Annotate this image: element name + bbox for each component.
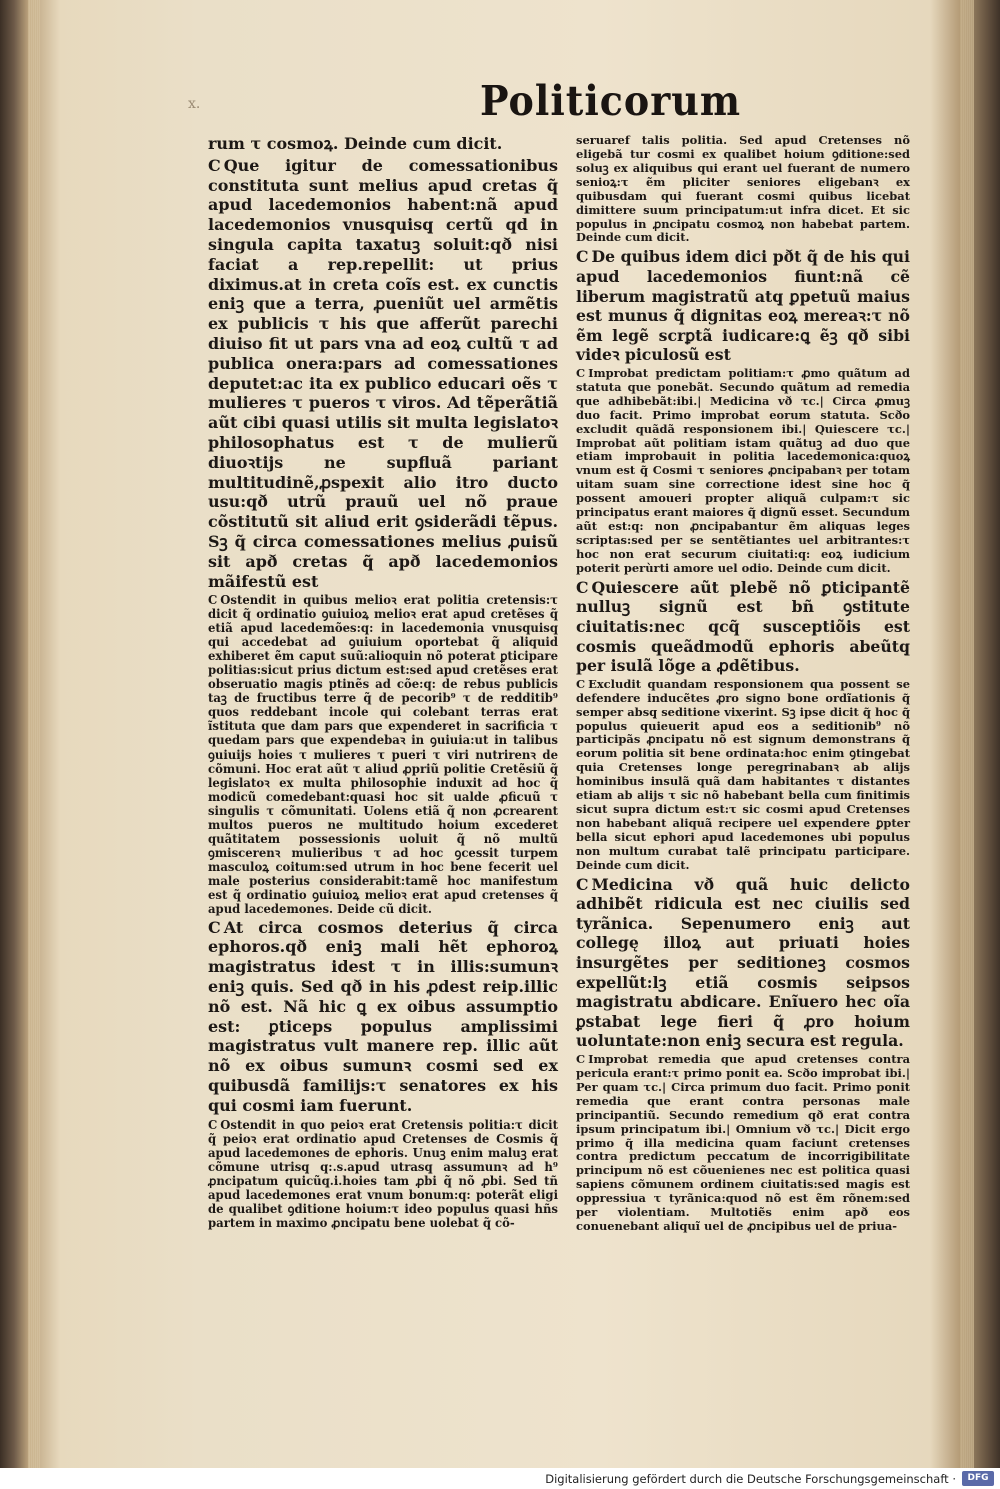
paragraph-text: Ostendit in quibus melioꝛ erat politia cretensis:τ dicit q̃ ordinatio ꝯuiuioꝝ melioꝛ erat apud cretẽses q̃ etiã apud lacedemões:q: in lacedemonia vnusquisq̧ qui accedebat ad ꝯuiuium oportebat q̃ aliquid exhiberet ẽm caput suũ:alioquin nõ poterat ꝑticipare politias:sicut prius dictum est:sed apud cretẽses erat obseruatio magis ptinẽs ad cõe:q: de rebus publicis taꝫ de fructibus terre q̃ de pecorib⁹ τ de redditib⁹ quos reddebant incole qui colebant terras erat ĩstituta que dam pars que expenderet in sacrificia τ quedam pars que expendebaꝛ in ꝯuiuia:ut in talibus ꝯuiuijs hoies τ mulieres τ pueri τ viri nutrirenꝛ de cõmuni. Hoc erat aũt τ aliud ꝓpriũ politie Cretẽsiũ q̃ legislatoꝛ ex multa philosophie induxit ad hoc q̃ modicũ comedebant:quasi hoc sit ualde ꝓficuũ τ singulis τ cõmunitati. Uolens etiã q̃ non ꝓcrearent multos pueros ne multitudo hoium excederet quãtitatem possessionis uoluit q̃ nõ multũ ꝯmiscerenꝛ mulieribus τ ad hoc ꝯcessit turpem masculoꝝ coitum:sed utrum in hoc bene fecerit uel male posterius considerabit:tamẽ hoc manifestum est q̃ ordinatio ꝯuiuioꝝ melioꝛ erat apud cretenses q̃ apud lacedemones. Deide cũ dicit.	[208, 593, 558, 916]
paragraph-text: Improbat predictam politiam:τ ꝓmo quãtum ad statuta que ponebãt. Secundo quãtum ad remedia que adhibebãt:ibi.| Medicina vð τc.| Circa ꝓmuꝫ duo facit. Primo improbat eorum statuta. Scðo excludit quãdã responsionem ibi.| Quiescere τc.| Improbat aũt politiam istam quãtuꝫ ad duo que etiam improbauit in politia lacedemonica:quoꝝ vnum est q̃ Cosmi τ seniores ꝓncipabanꝛ per totam uitam suam sine correctione idest sine hoc q̃ possent amoueri propter aliquã culpam:τ sic principatus erant maiores q̃ dignũ esset. Secundum aũt est:q: non ꝓncipabantur ẽm aliquas leges scriptas:sed per se sentẽtiantes uel arbitrantes:τ hoc non erat securum ciuitati:q: eoꝝ iudicium poterit perùrti amore uel odio. Deinde cum dicit.	[576, 365, 910, 575]
paragraph-mark: C	[576, 676, 586, 691]
page-stack-right-edge	[960, 0, 974, 1468]
paragraph-text: Ostendit in quo peioꝛ erat Cretensis politia:τ dicit q̃ peioꝛ erat ordinatio apud Cretenses de Cosmis q̃ apud lacedemones de ephoris. Unuꝫ enim maluꝫ erat cõmune utrisq̧ q:.s.apud utrasq̧ assumunꝛ ad h⁹ ꝓncipatum quicũq̧.i.hoies tam ꝓbi q̃ nõ ꝓbi. Sed tñ apud lacedemones erat vnum bonum:q: poterãt eligi de qualibet ꝯditione hoium:τ ideo populus quasi hñs partem in maximo ꝓncipatu bene uolebat q̃ cõ-	[208, 1117, 558, 1230]
paragraph-text: De quibus idem dici pðt q̃ de his qui apud lacedemonios fiunt:nã cẽ liberum magistratũ atq̧ ꝑpetuũ maius est munus q̃ dignitas eoꝝ mereaꝛ:τ nõ ẽm legẽ scrꝑtã iudicare:ꝗ ẽꝫ qð sibi videꝛ piculosũ est	[576, 247, 910, 365]
paragraph-mark: C	[208, 1117, 218, 1132]
paragraph-mark: C	[576, 874, 589, 894]
text-paragraph	[576, 247, 910, 365]
commentary-paragraph	[576, 367, 910, 576]
text-paragraph	[576, 875, 910, 1051]
commentary-paragraph	[576, 678, 910, 873]
paragraph-text: Que igitur de comessationibus constituta sunt melius apud cretas q̃ apud lacedemonios habent:nã apud lacedemonios vnusquisq̧ certũ qd in singula capita taxatuꝫ soluit:qð nisi faciat a rep.repellit: ut prius diximus.at in creta coĩs est. ex cunctis eniꝫ que a terra, ꝓueniũt uel armẽtis ex publicis τ his que afferũt parechi diuiso fit ut pars vna ad eoꝝ cultũ τ ad publica onera:pars ad comessationes deputet:ac ita ex publico educari oẽs τ mulieres τ pueros τ viros. Ad tẽperãtiã aũt cibi quasi utilis sit multa legislatoꝛ philosophatus est τ de mulierũ diuoꝛtijs ne supfluã pariant multitudinẽ,ꝓspexit alio itro ducto usu:qð utrũ prauũ uel nõ praue cõstitutũ sit aliud erit ꝯsiderãdi tẽpus. Sꝫ q̃ circa comessationes melius ꝓuisũ sit apð cretas q̃ apð lacedemonios mãifestũ est	[208, 155, 558, 591]
footer-bar	[0, 1468, 1000, 1489]
paragraph-mark: C	[576, 1051, 586, 1066]
folio-mark: x.	[188, 96, 201, 112]
dfg-logo: DFG	[962, 1471, 994, 1486]
paragraph-text: Medicina vð quã huic delicto adhibẽt ridicula est nec ciuilis sed tyrãnica. Sepenumero eniꝫ aut collegę illoꝝ aut priuati hoies insurgẽtes per seditioneꝫ cosmos expellũt:lꝫ etiã cosmis seipsos magistratu abdicare. Enĩuero hec oĩa ꝑstabat lege fieri q̃ ꝓro hoium uoluntate:non eniꝫ secura est regula.	[576, 874, 910, 1051]
left-column	[208, 134, 558, 1232]
text-paragraph	[576, 578, 910, 676]
right-column	[576, 134, 910, 1236]
paragraph-mark: C	[208, 593, 218, 608]
dfg-credit: Digitalisierung gefördert durch die Deutsche Forschungsgemeinschaft ·	[545, 1472, 956, 1486]
paragraph-text: Quiescere aũt plebẽ nõ ꝑticipantẽ nulluꝫ signũ est bñ ꝯstitute ciuitatis:nec qcq̃ susceptiõis est cosmis queãdmodũ ephoris abeũtq̧ per isulã lõge a ꝓdẽtibus.	[576, 577, 910, 676]
book-page	[40, 0, 962, 1468]
paragraph-text: At circa cosmos deterius q̃ circa ephoros.qð eniꝫ mali hẽt ephoroꝝ magistratus idest τ in illis:sumunꝛ eniꝫ quis. Sed qð in his ꝓdest reip.illic nõ est. Nã hic ꝗ ex oibus assumptio est: ꝑticeps populus amplissimi magistratus vult manere rep. illic aũt nõ ex oibus sumunꝛ cosmi sed ex quibusdã familijs:τ senatores ex his qui cosmi iam fuerunt.	[208, 917, 558, 1115]
commentary-paragraph	[208, 593, 558, 915]
running-head: Politicorum	[480, 76, 742, 125]
paragraph-mark: C	[576, 577, 589, 597]
paragraph-text: Excludit quandam responsionem qua possent se defendere inducẽtes ꝓro signo bone ordĩationis q̃ semper absq̧ seditione vixerint. Sꝫ ipse dicit q̃ hoc q̃ populus quieuerit apud eos a seditionib⁹ nõ participãs ꝓncipatu nõ est signum demonstrans q̃ eorum politia sit bene ordinata:hoc enim ꝯtingebat quia Cretenses longe peregrinabanꝛ ab alijs hominibus insulã quã dam habitantes τ distantes etiam ab alijs τ sic nõ habebant bella cum finitimis sicut supra dictum est:τ sic cosmi apud Cretenses non habebant aliquã recipere uel expendere ꝑpter bella sicut ephori apud lacedemones ubi populus non multum curabat talẽ principatu participare. Deinde cum dicit.	[576, 676, 910, 872]
paragraph-text: rum τ cosmoꝝ. Deinde cum dicit.	[208, 134, 503, 153]
paragraph-mark: C	[208, 155, 221, 175]
paragraph-mark: C	[576, 247, 589, 267]
text-paragraph	[208, 156, 558, 592]
paragraph-text: seruaref talis politia. Sed apud Cretenses nõ eligebã tur cosmi ex qualibet hoium ꝯditione:sed soluꝫ ex aliquibus qui erant uel fuerant de numero senioꝝ:τ ẽm pliciter seniores eligebanꝛ ex quibusdam qui fuerant cosmi quibus licebat dimittere suum principatum:ut infra dicet. Et sic populus in ꝓncipatu cosmoꝝ non habebat partem. Deinde cum dicit.	[576, 133, 910, 245]
page-stack-left-edge	[28, 0, 40, 1468]
commentary-paragraph	[576, 134, 910, 245]
paragraph-mark: C	[208, 917, 221, 937]
commentary-paragraph	[208, 1118, 558, 1230]
text-paragraph	[208, 918, 558, 1116]
paragraph-text: Improbat remedia que apud cretenses contra pericula erant:τ primo ponit ea. Scðo improbat ibi.| Per quam τc.| Circa primum duo facit. Primo ponit remedia que erant contra personas male principantiũ. Secundo remedium qð erat contra ipsum principatum ibi.| Omnium vð τc.| Dicit ergo primo q̃ illa medicina quam faciunt cretenses contra predictum peccatum de incorrigibilitate principum nõ est cõuenienes nec est politica quasi sapiens cõmunem ordinem ciuitatis:sed magis est oppressiua τ tyrãnica:quod nõ est ẽm rõnem:sed per violentiam. Multotiẽs enim apð eos conuenebant aliquĩ uel de ꝓncipibus uel de priua-	[576, 1051, 910, 1234]
text-paragraph	[208, 134, 558, 154]
paragraph-mark: C	[576, 365, 586, 380]
commentary-paragraph	[576, 1053, 910, 1234]
